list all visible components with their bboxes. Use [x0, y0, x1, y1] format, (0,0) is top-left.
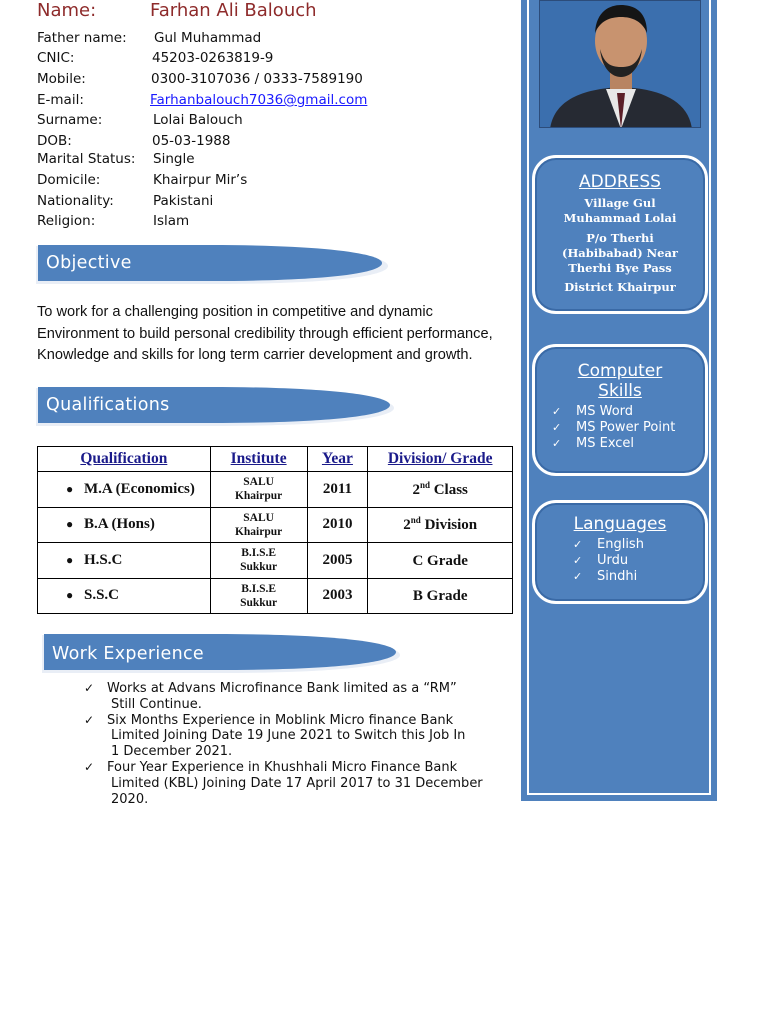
skill-name: MS Word: [576, 404, 634, 419]
info-value: Gul Muhammad: [154, 30, 262, 46]
grade-cell: [368, 578, 513, 614]
info-key: Domicile:: [37, 172, 101, 188]
list-item: [552, 436, 705, 452]
info-row-domicile: [37, 170, 517, 190]
list-item: [84, 713, 514, 760]
list-item: [552, 404, 705, 420]
person-portrait-icon: [540, 1, 701, 128]
check-icon: ✓: [552, 421, 562, 434]
work-item-text: Limited Joining Date 19 June 2021 to Switch this Job In: [111, 728, 466, 744]
objective-line: To work for a challenging position in competitive and dynamic: [37, 304, 433, 320]
skill-name: MS Power Point: [576, 420, 676, 435]
section-heading-work-experience: Work Experience: [52, 644, 204, 664]
address-line: P/o Therhi: [586, 230, 654, 245]
list-item: [552, 420, 705, 436]
email-link[interactable]: Farhanbalouch7036@gmail.com: [150, 92, 368, 108]
objective-banner: [32, 242, 397, 288]
info-row-cnic: [37, 48, 517, 68]
bullet-icon: ●: [66, 588, 74, 603]
grade-cell: [368, 543, 513, 579]
work-item-text: Works at Advans Microfinance Bank limited as a “RM”: [107, 681, 457, 696]
section-heading-qualifications: Qualifications: [46, 395, 170, 415]
qualifications-table: [37, 446, 513, 614]
objective-text: [37, 302, 527, 367]
qualification-name: S.S.C: [84, 587, 120, 604]
column-header-grade: Division/ Grade: [368, 447, 513, 472]
info-key: Marital Status:: [37, 151, 136, 167]
qualification-cell: [38, 578, 211, 614]
qualification-cell: [38, 472, 211, 508]
info-row-dob: [37, 131, 517, 151]
work-experience-list: [84, 681, 514, 807]
address-line: Therhi Bye Pass: [568, 261, 672, 276]
grade-text: 2: [403, 517, 411, 534]
languages-title: Languages: [573, 514, 667, 534]
check-icon: ✓: [84, 681, 95, 695]
info-row-religion: [37, 211, 517, 231]
work-item-text: 1 December 2021.: [111, 744, 233, 760]
table-row: [38, 543, 513, 579]
info-value: 0300-3107036 / 0333-7589190: [151, 71, 363, 87]
info-row-mobile: [37, 69, 517, 89]
info-value: 45203-0263819-9: [152, 50, 274, 66]
institute-name: SALU: [243, 476, 274, 489]
info-key: Mobile:: [37, 71, 86, 87]
address-line: Village Gul: [584, 196, 656, 210]
check-icon: ✓: [84, 712, 95, 727]
institute-name: B.I.S.E: [241, 582, 277, 595]
info-key: Surname:: [37, 112, 103, 128]
bullet-icon: ●: [66, 552, 74, 567]
skill-name: MS Excel: [576, 436, 635, 451]
info-value: Lolai Balouch: [153, 112, 243, 128]
year-cell: 2005: [307, 543, 368, 579]
languages-box: [532, 500, 708, 604]
check-icon: ✓: [573, 570, 583, 583]
address-box: [532, 155, 708, 314]
check-icon: ✓: [84, 759, 95, 774]
info-row-father-name: [37, 28, 517, 48]
list-item: [84, 681, 514, 713]
qualification-name: M.A (Economics): [84, 480, 195, 497]
bullet-icon: ●: [66, 481, 74, 496]
institute-name: SALU: [243, 511, 274, 524]
info-key: E-mail:: [37, 92, 84, 108]
info-key: DOB:: [37, 133, 72, 149]
address-line: District Khairpur: [564, 280, 676, 295]
address-text: [535, 196, 705, 296]
work-item-text: Limited (KBL) Joining Date 17 April 2017 to 31 December: [111, 775, 483, 791]
table-header-row: [38, 447, 513, 472]
institute-cell: [210, 578, 307, 614]
computer-skills-title-line: Computer: [577, 361, 663, 381]
table-row: [38, 472, 513, 508]
info-key: Father name:: [37, 30, 127, 46]
info-row-surname: [37, 110, 517, 130]
institute-city: Khairpur: [234, 525, 283, 538]
grade-text: Division: [420, 517, 478, 534]
address-line: (Habibabad) Near: [562, 245, 678, 260]
computer-skills-list: [552, 404, 705, 452]
work-item-text: Six Months Experience in Moblink Micro finance Bank: [107, 712, 454, 728]
computer-skills-title: [535, 361, 705, 401]
list-item: [573, 553, 705, 569]
objective-line: Knowledge and skills for long term carrier development and growth.: [37, 347, 473, 363]
section-heading-objective: Objective: [46, 253, 132, 273]
grade-text: 2: [412, 481, 420, 498]
list-item: [84, 760, 514, 807]
info-value: Pakistani: [153, 193, 214, 209]
check-icon: ✓: [552, 437, 562, 450]
language-name: English: [597, 537, 644, 552]
info-row-marital-status: [37, 149, 517, 169]
institute-name: B.I.S.E: [241, 547, 277, 560]
bullet-icon: ●: [66, 517, 74, 532]
address-line: Muhammad Lolai: [563, 211, 677, 226]
qualification-cell: [38, 507, 211, 543]
column-header-year: Year: [307, 447, 368, 472]
info-row-nationality: [37, 191, 517, 211]
year-cell: 2010: [307, 507, 368, 543]
work-item-text: Still Continue.: [111, 696, 202, 712]
candidate-name: Farhan Ali Balouch: [150, 0, 317, 21]
work-item-text: Four Year Experience in Khushhali Micro Finance Bank: [107, 759, 458, 775]
table-row: [38, 578, 513, 614]
institute-cell: [210, 472, 307, 508]
institute-cell: [210, 543, 307, 579]
check-icon: ✓: [573, 554, 583, 567]
qualification-name: H.S.C: [84, 551, 123, 568]
name-label: Name:: [37, 0, 97, 21]
work-item-text: 2020.: [111, 791, 149, 807]
grade-cell: [368, 507, 513, 543]
grade-text: Class: [429, 481, 468, 498]
languages-list: [573, 537, 705, 585]
table-row: [38, 507, 513, 543]
institute-city: Sukkur: [240, 561, 278, 574]
computer-skills-box: [532, 344, 708, 476]
column-header-qualification: Qualification: [38, 447, 211, 472]
info-value: 05-03-1988: [152, 133, 231, 149]
info-row-email: [37, 90, 517, 110]
info-key: Religion:: [37, 213, 96, 229]
column-header-institute: Institute: [210, 447, 307, 472]
grade-suffix: nd: [410, 515, 421, 526]
grade-cell: [368, 472, 513, 508]
list-item: [573, 537, 705, 553]
info-value: Single: [153, 151, 195, 167]
qualification-cell: [38, 543, 211, 579]
computer-skills-title-line: Skills: [598, 381, 642, 401]
info-key: CNIC:: [37, 50, 75, 66]
qualifications-banner: [32, 384, 397, 430]
language-name: Urdu: [597, 553, 629, 568]
institute-city: Sukkur: [240, 596, 278, 609]
year-cell: 2011: [307, 472, 368, 508]
grade-suffix: nd: [419, 479, 430, 490]
work-experience-banner: [38, 631, 403, 677]
list-item: [573, 569, 705, 585]
grade-text: B Grade: [412, 588, 468, 605]
grade-text: C Grade: [412, 552, 468, 569]
info-value: Islam: [153, 213, 190, 229]
qualification-name: B.A (Hons): [84, 516, 155, 533]
language-name: Sindhi: [597, 569, 638, 584]
institute-cell: [210, 507, 307, 543]
check-icon: ✓: [573, 538, 583, 551]
info-key: Nationality:: [37, 193, 114, 209]
profile-photo: [539, 0, 701, 128]
info-value: Khairpur Mir’s: [153, 172, 248, 188]
check-icon: ✓: [552, 405, 562, 418]
institute-city: Khairpur: [234, 490, 283, 503]
address-title: ADDRESS: [579, 172, 661, 192]
year-cell: 2003: [307, 578, 368, 614]
objective-line: Environment to build personal credibility through efficient performance,: [37, 325, 493, 342]
